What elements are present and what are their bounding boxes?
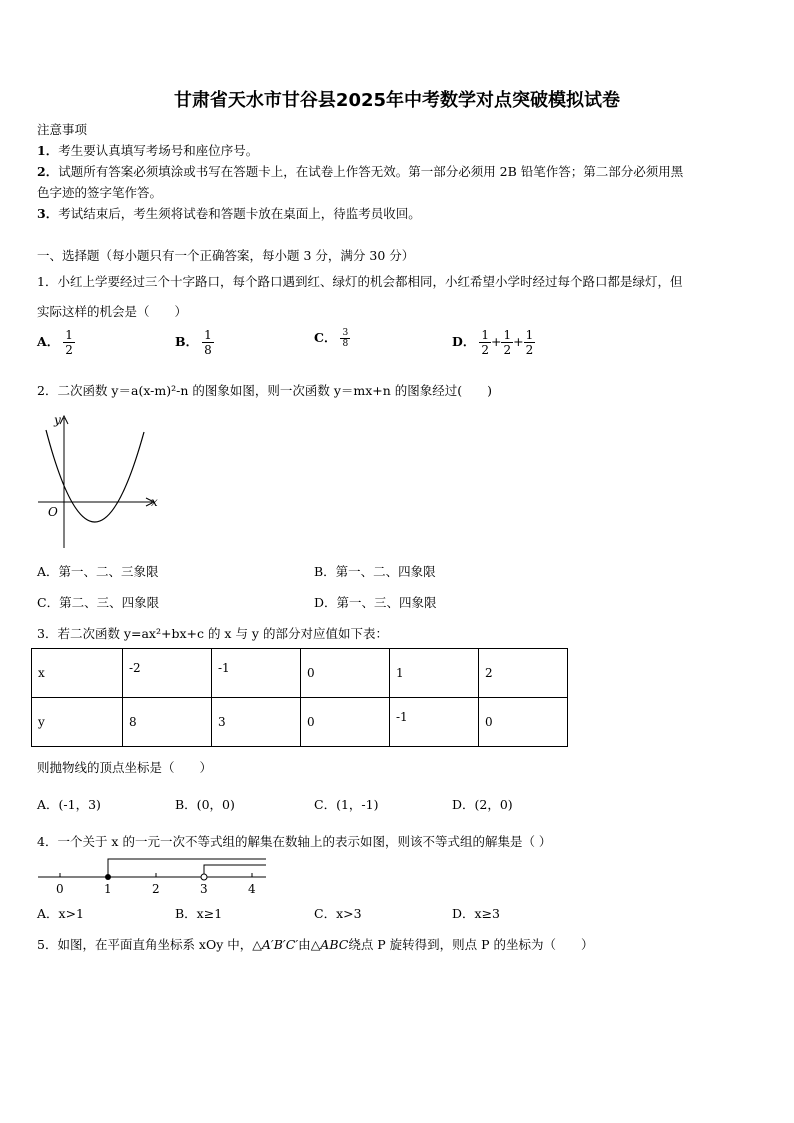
notice-item-1: 1．考生要认真填写考场号和座位序号。 bbox=[37, 143, 259, 158]
notice-item-2: 2．试题所有答案必须填涂或书写在答题卡上，在试卷上作答无效。第一部分必须用 2B 铅笔作答；第二部分必须用黑 bbox=[37, 164, 684, 179]
solution-bracket-x-ge-1 bbox=[108, 859, 266, 877]
q5-stem: 5．如图，在平面直角坐标系 xOy 中，△A′B′C′由△ABC绕点 P 旋转得到，则点 P 的坐标为（ ） bbox=[37, 937, 594, 952]
tick-label: 4 bbox=[248, 882, 256, 896]
origin-label: O bbox=[48, 505, 58, 519]
q1-option-b[interactable]: B． $\frac{1}{8}$ bbox=[175, 328, 212, 357]
table-cell: 0 bbox=[301, 649, 390, 698]
table-cell: 0 bbox=[479, 698, 568, 747]
notice-heading: 注意事项 bbox=[37, 122, 88, 137]
tick-label: 0 bbox=[56, 882, 64, 896]
q3-option-c[interactable]: C．(1，-1) bbox=[314, 797, 379, 812]
q2-parabola-graph bbox=[34, 408, 164, 550]
table-cell: 2 bbox=[479, 649, 568, 698]
page-title: 甘肃省天水市甘谷县2025年中考数学对点突破模拟试卷 bbox=[173, 90, 621, 111]
y-axis-label: y bbox=[54, 413, 61, 427]
fraction: $\frac{1}{2}$ bbox=[481, 328, 489, 357]
fraction: $\frac{1}{2}$ bbox=[503, 328, 512, 357]
q2-option-b[interactable]: B．第一、二、四象限 bbox=[314, 564, 436, 579]
q4-stem: 4．一个关于 x 的一元一次不等式组的解集在数轴上的表示如图，则该不等式组的解集是（ ） bbox=[37, 834, 552, 849]
q3-option-b[interactable]: B．(0，0) bbox=[175, 797, 235, 812]
q3-stem: 3．若二次函数 y=ax²+bx+c 的 x 与 y 的部分对应值如下表： bbox=[37, 626, 388, 641]
q3-value-table bbox=[31, 648, 568, 747]
table-cell: 1 bbox=[390, 649, 479, 698]
q2-stem: 2．二次函数 y＝a(x-m)²-n 的图象如图，则一次函数 y＝mx+n 的图象经过( ) bbox=[37, 383, 493, 398]
open-point bbox=[201, 874, 207, 880]
tick-label: 2 bbox=[152, 882, 160, 896]
q4-number-line bbox=[34, 855, 274, 897]
closed-point bbox=[105, 874, 111, 880]
q4-option-b[interactable]: B．x≥1 bbox=[175, 906, 223, 921]
q3-option-a[interactable]: A．(-1，3) bbox=[37, 797, 101, 812]
table-cell: -2 bbox=[123, 649, 212, 698]
q2-option-a[interactable]: A．第一、二、三象限 bbox=[37, 564, 159, 579]
table-cell: -1 bbox=[390, 698, 479, 747]
q1-option-a[interactable]: A． $\frac{1}{2}$ bbox=[37, 328, 73, 357]
q1-stem-line1: 1．小红上学要经过三个十字路口，每个路口遇到红、绿灯的机会都相同，小红希望小学时经过每个路口都是绿灯，但 bbox=[37, 274, 683, 289]
q1-option-d[interactable]: D． $\frac{1}{2}$ + $\frac{1}{2}$ + $\frac{1}{2}$ bbox=[452, 328, 534, 357]
q4-option-c[interactable]: C．x>3 bbox=[314, 906, 362, 921]
parabola-curve bbox=[46, 430, 144, 522]
table-cell: 0 bbox=[301, 698, 390, 747]
q3-question: 则抛物线的顶点坐标是（ ） bbox=[37, 760, 213, 775]
q4-option-a[interactable]: A．x>1 bbox=[37, 906, 85, 921]
fraction: $\frac{1}{8}$ bbox=[204, 328, 212, 357]
table-cell: x bbox=[32, 649, 123, 698]
notice-item-3: 3．考试结束后，考生须将试卷和答题卡放在桌面上，待监考员收回。 bbox=[37, 206, 421, 221]
fraction: $\frac{3}{8}$ bbox=[342, 328, 349, 349]
q1-option-c[interactable]: C． $\frac{3}{8}$ bbox=[314, 328, 349, 349]
solution-bracket-x-gt-3 bbox=[204, 865, 266, 877]
table-cell: 8 bbox=[123, 698, 212, 747]
q3-option-d[interactable]: D．(2，0) bbox=[452, 797, 513, 812]
notice-item-2-cont: 色字迹的签字笔作答。 bbox=[37, 185, 163, 200]
table-cell: 3 bbox=[212, 698, 301, 747]
q1-stem-line2: 实际这样的机会是（ ） bbox=[37, 304, 188, 319]
section-heading: 一、选择题（每小题只有一个正确答案，每小题 3 分，满分 30 分） bbox=[37, 248, 415, 263]
q2-option-c[interactable]: C．第二、三、四象限 bbox=[37, 595, 160, 610]
fraction: $\frac{1}{2}$ bbox=[525, 328, 534, 357]
q4-option-d[interactable]: D．x≥3 bbox=[452, 906, 500, 921]
table-row bbox=[32, 649, 568, 698]
table-row bbox=[32, 698, 568, 747]
table-cell: -1 bbox=[212, 649, 301, 698]
x-axis-label: x bbox=[151, 495, 158, 509]
tick-label: 3 bbox=[200, 882, 208, 896]
fraction: $\frac{1}{2}$ bbox=[65, 328, 73, 357]
tick-label: 1 bbox=[104, 882, 112, 896]
table-cell: y bbox=[32, 698, 123, 747]
q2-option-d[interactable]: D．第一、三、四象限 bbox=[314, 595, 437, 610]
